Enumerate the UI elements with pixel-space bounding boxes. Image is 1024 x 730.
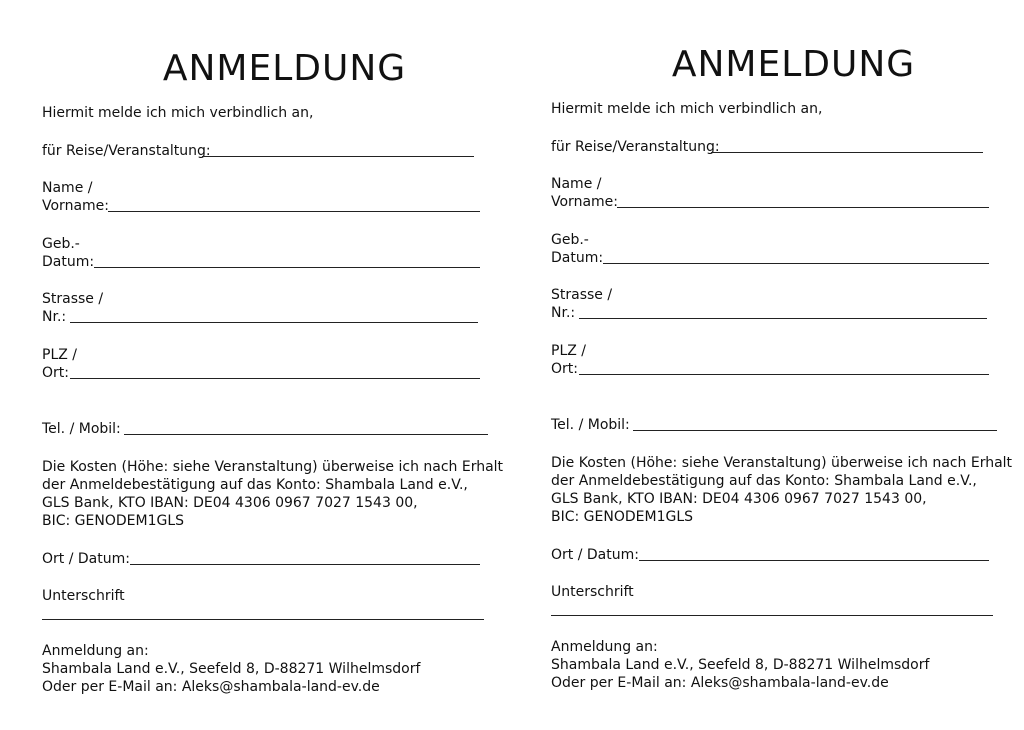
name-label-line2: Vorname: [42, 198, 109, 214]
birthdate-field[interactable] [94, 267, 480, 268]
place-date-label: Ort / Datum: [551, 547, 639, 563]
name-label-line2: Vorname: [551, 194, 618, 210]
street-field[interactable] [579, 318, 987, 319]
footer-email: Oder per E-Mail an: Aleks@shambala-land-ev.de [42, 679, 380, 695]
registration-form-left [42, 0, 512, 730]
signature-label: Unterschrift [551, 584, 634, 600]
birthdate-label-line1: Geb.- [551, 232, 589, 248]
footer-line1: Anmeldung an: [551, 639, 658, 655]
street-label-line2: Nr.: [42, 309, 67, 325]
place-date-label: Ort / Datum: [42, 551, 130, 567]
payment-text-line4: BIC: GENODEM1GLS [551, 509, 694, 525]
birthdate-field[interactable] [603, 263, 989, 264]
birthdate-label-line2: Datum: [551, 250, 604, 266]
zip-label-line2: Ort: [42, 365, 69, 381]
birthdate-label-line1: Geb.- [42, 236, 80, 252]
form-title: ANMELDUNG [671, 44, 916, 85]
phone-field[interactable] [633, 430, 997, 431]
footer-line1: Anmeldung an: [42, 643, 149, 659]
zip-label-line1: PLZ / [551, 343, 586, 359]
birthdate-label-line2: Datum: [42, 254, 95, 270]
footer-address: Shambala Land e.V., Seefeld 8, D-88271 Wilhelmsdorf [551, 657, 930, 673]
signature-field[interactable] [42, 619, 484, 620]
name-label-line1: Name / [551, 176, 602, 192]
phone-label: Tel. / Mobil: [42, 421, 121, 437]
payment-text-line1: Die Kosten (Höhe: siehe Veranstaltung) überweise ich nach Erhalt [42, 459, 504, 475]
signature-field[interactable] [551, 615, 993, 616]
event-label: für Reise/Veranstaltung: [42, 143, 211, 159]
signature-label: Unterschrift [42, 588, 125, 604]
payment-text-line3: GLS Bank, KTO IBAN: DE04 4306 0967 7027 1543 00, [42, 495, 418, 511]
payment-text-line3: GLS Bank, KTO IBAN: DE04 4306 0967 7027 1543 00, [551, 491, 927, 507]
place-date-field[interactable] [130, 564, 480, 565]
payment-text-line1: Die Kosten (Höhe: siehe Veranstaltung) überweise ich nach Erhalt [551, 455, 1013, 471]
street-label-line1: Strasse / [551, 287, 613, 303]
event-label: für Reise/Veranstaltung: [551, 139, 720, 155]
name-label-line1: Name / [42, 180, 93, 196]
street-field[interactable] [70, 322, 478, 323]
name-field[interactable] [617, 207, 989, 208]
event-field[interactable] [711, 152, 983, 153]
payment-text-line4: BIC: GENODEM1GLS [42, 513, 185, 529]
intro-text: Hiermit melde ich mich verbindlich an, [42, 105, 314, 121]
zip-label-line1: PLZ / [42, 347, 77, 363]
footer-address: Shambala Land e.V., Seefeld 8, D-88271 Wilhelmsdorf [42, 661, 421, 677]
zip-label-line2: Ort: [551, 361, 578, 377]
phone-label: Tel. / Mobil: [551, 417, 630, 433]
footer-email: Oder per E-Mail an: Aleks@shambala-land-ev.de [551, 675, 889, 691]
city-field[interactable] [579, 374, 989, 375]
event-field[interactable] [202, 156, 474, 157]
form-title: ANMELDUNG [162, 48, 407, 89]
phone-field[interactable] [124, 434, 488, 435]
place-date-field[interactable] [639, 560, 989, 561]
street-label-line2: Nr.: [551, 305, 576, 321]
intro-text: Hiermit melde ich mich verbindlich an, [551, 101, 823, 117]
registration-form-right [551, 0, 1021, 726]
payment-text-line2: der Anmeldebestätigung auf das Konto: Shambala Land e.V., [42, 477, 468, 493]
city-field[interactable] [70, 378, 480, 379]
name-field[interactable] [108, 211, 480, 212]
street-label-line1: Strasse / [42, 291, 104, 307]
payment-text-line2: der Anmeldebestätigung auf das Konto: Shambala Land e.V., [551, 473, 977, 489]
